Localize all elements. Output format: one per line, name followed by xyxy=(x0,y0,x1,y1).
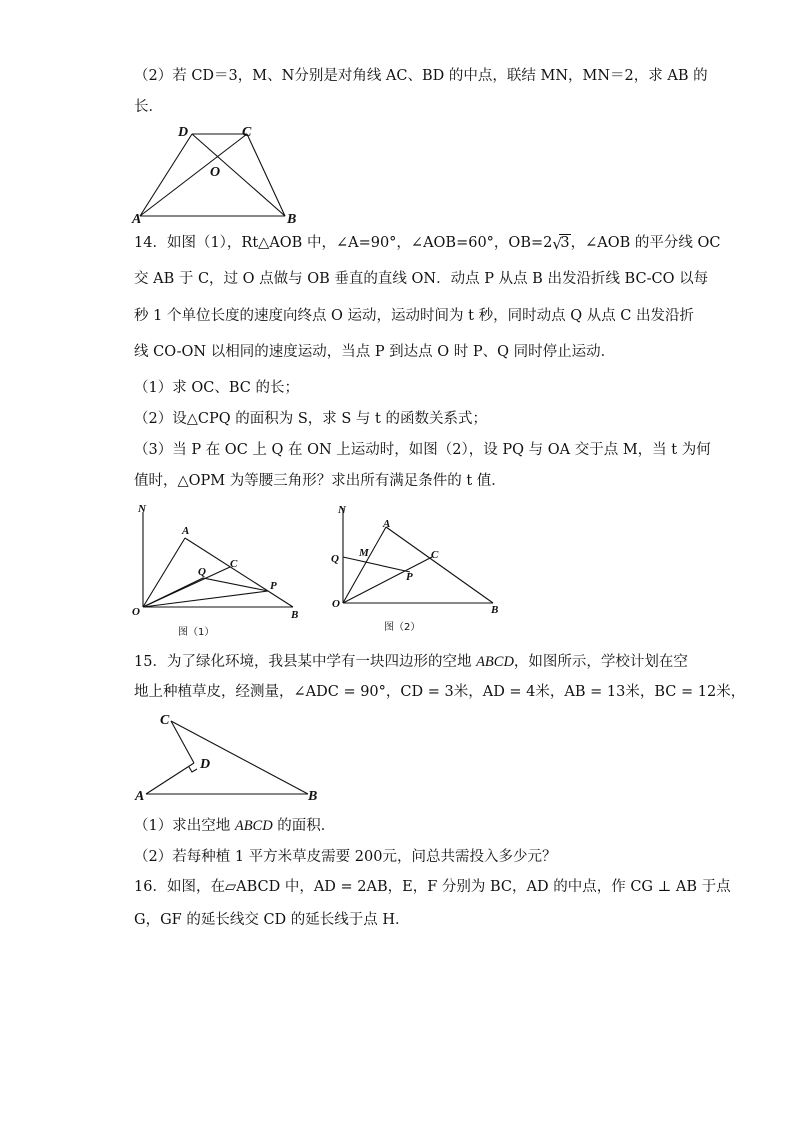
q14-line1-pre: 14．如图（1），Rt△AOB 中，∠A=90°，∠AOB=60°，OB= xyxy=(134,235,544,251)
q15-sub1-post: 的面积． xyxy=(272,818,336,834)
q14-sub3-line1: （3）当 P 在 OC 上 Q 在 ON 上运动时，如图（2），设 PQ 与 OA 交于点 M，当 t 为何 xyxy=(134,442,711,458)
q14-coef: 2 xyxy=(543,235,553,251)
fig1-label-n: N xyxy=(138,503,146,515)
q16-line1: 16．如图，在▱ABCD 中，AD = 2AB，E，F 分别为 BC，AD 的中点，作 CG ⊥ AB 于点 xyxy=(134,879,731,895)
fig1-label-a: A xyxy=(182,525,190,537)
q15-label-b: B xyxy=(308,789,318,804)
q15-line1-post: ，如图所示，学校计划在空 xyxy=(513,654,688,670)
q14-sqrt: √ 3 xyxy=(552,235,570,253)
q13-label-c: C xyxy=(242,125,252,140)
fig2-label-b: B xyxy=(491,604,499,616)
fig1-label-p: P xyxy=(270,580,277,592)
q15-line2: 地上种植草皮，经测量，∠ADC = 90°，CD = 3米，AD = 4米，AB = 13米，BC = 12米， xyxy=(134,684,746,700)
fig2-label-c: C xyxy=(431,549,439,561)
fig2-label-o: O xyxy=(332,598,340,610)
q15-label-c: C xyxy=(160,713,170,728)
q13-label-o: O xyxy=(210,165,221,180)
q14-figure-2 xyxy=(328,500,508,640)
q13-part2-line1: （2）若 CD＝3，M、N分别是对角线 AC、BD 的中点，联结 MN，MN＝2，求 AB 的 xyxy=(134,68,708,84)
q14-line1-post: ，∠AOB 的平分线 OC xyxy=(570,235,721,251)
fig2-label-n: N xyxy=(338,504,346,516)
q15-label-a: A xyxy=(135,789,145,804)
q13-label-d: D xyxy=(178,125,189,140)
q15-line1-var: ABCD xyxy=(476,654,514,670)
q14-line1 xyxy=(134,233,720,253)
fig1-label-c: C xyxy=(230,558,238,570)
q14-line2: 交 AB 于 C，过 O 点做与 OB 垂直的直线 ON．动点 P 从点 B 出发沿折线 BC-CO 以每 xyxy=(134,271,709,287)
q14-sub3-line2: 值时，△OPM 为等腰三角形？求出所有满足条件的 t 值． xyxy=(134,473,506,489)
fig2-caption: 图（2） xyxy=(384,622,421,633)
q15-sub1-pre: （1）求出空地 xyxy=(134,818,235,834)
q14-radicand: 3 xyxy=(560,235,570,251)
q14-line4: 线 CO-ON 以相同的速度运动，当点 P 到达点 O 时 P、Q 同时停止运动． xyxy=(134,344,616,360)
q13-label-b: B xyxy=(287,212,297,227)
fig2-label-q: Q xyxy=(331,553,339,565)
q15-sub1 xyxy=(134,816,335,836)
fig1-label-b: B xyxy=(291,609,299,621)
fig1-label-q: Q xyxy=(198,566,206,578)
q15-line1 xyxy=(134,652,688,672)
fig2-label-a: A xyxy=(383,518,391,530)
q15-label-d: D xyxy=(200,757,211,772)
q13-part2-line2: 长． xyxy=(134,99,163,115)
q13-label-a: A xyxy=(132,212,142,227)
fig1-label-o: O xyxy=(132,606,140,618)
fig2-label-p: P xyxy=(406,571,413,583)
q16-line2: G，GF 的延长线交 CD 的延长线于点 H． xyxy=(134,912,410,928)
q15-line1-pre: 15．为了绿化环境，我县某中学有一块四边形的空地 xyxy=(134,654,477,670)
q15-sub2: （2）若每种植 1 平方米草皮需要 200元，问总共需投入多少元？ xyxy=(134,849,557,865)
q13-trapezoid-figure xyxy=(130,122,310,228)
q14-sub2: （2）设△CPQ 的面积为 S，求 S 与 t 的函数关系式； xyxy=(134,411,487,427)
fig2-label-m: M xyxy=(359,547,369,559)
q15-sub1-var: ABCD xyxy=(234,818,273,834)
q14-figure-1 xyxy=(130,500,310,640)
fig1-caption: 图（1） xyxy=(178,627,215,638)
q15-quadrilateral-figure xyxy=(130,708,330,808)
q14-line3: 秒 1 个单位长度的速度向终点 O 运动，运动时间为 t 秒，同时动点 Q 从点 C 出发沿折 xyxy=(134,308,695,324)
q14-sub1: （1）求 OC、BC 的长； xyxy=(134,380,299,396)
